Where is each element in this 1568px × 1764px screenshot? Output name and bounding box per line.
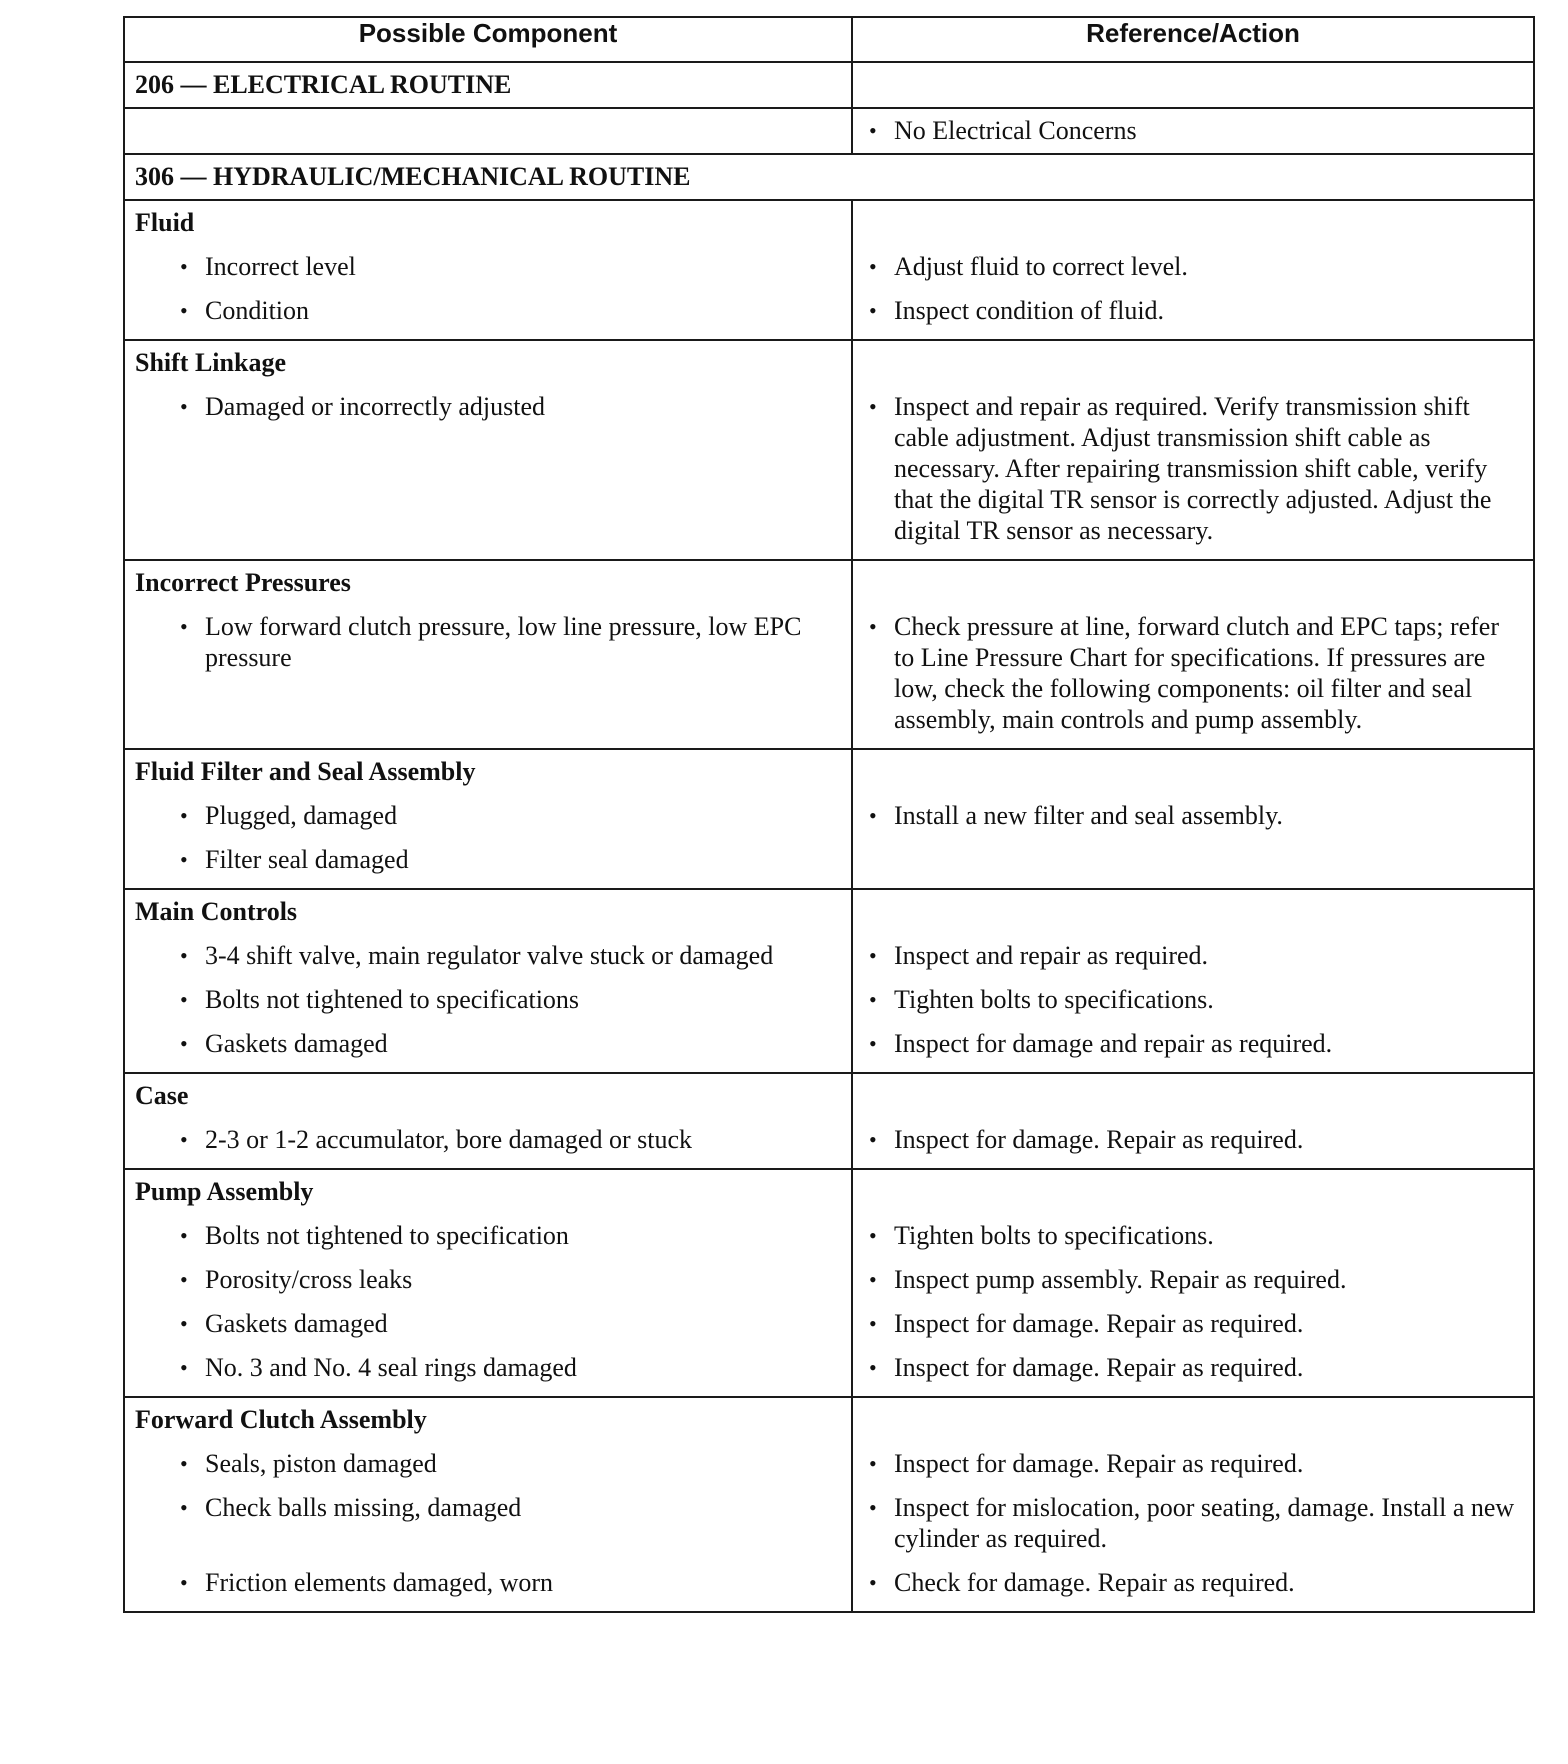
action-item — [853, 1214, 1533, 1258]
bullet: • — [180, 1267, 188, 1292]
action-text: Check pressure at line, forward clutch and EPC taps; refer to Line Pressure Chart for specifications. If pressures are low, check the following components: oil filter and seal assembly, main controls and pump assembly. — [894, 612, 1500, 734]
bullet: • — [869, 298, 877, 323]
cell-bottom-padding — [125, 1162, 851, 1168]
component-cell-pump-assembly — [124, 1169, 852, 1397]
action-cell-incorrect-pressures — [852, 560, 1534, 749]
action-item — [853, 245, 1533, 289]
action-cell-pump-assembly — [852, 1169, 1534, 1397]
cell-bottom-padding — [853, 1605, 1533, 1611]
component-item — [125, 1346, 851, 1390]
action-cell-forward-clutch-assembly — [852, 1397, 1534, 1612]
bullet: • — [180, 1223, 188, 1248]
action-item — [853, 1561, 1533, 1605]
component-text: Porosity/cross leaks — [205, 1265, 413, 1294]
diagnosis-table — [123, 16, 1535, 1613]
action-text: Inspect for damage. Repair as required. — [894, 1449, 1304, 1478]
bullet: • — [180, 298, 188, 323]
bullet: • — [869, 118, 877, 143]
component-text: Condition — [205, 296, 310, 325]
action-text: Inspect for damage. Repair as required. — [894, 1353, 1304, 1382]
electrical-section-cell — [124, 62, 852, 108]
group-title: Pump Assembly — [135, 1177, 314, 1206]
component-text: Gaskets damaged — [205, 1309, 388, 1338]
component-item — [125, 1561, 851, 1605]
bullet: • — [180, 943, 188, 968]
bullet: • — [180, 1495, 188, 1520]
action-text: Install a new filter and seal assembly. — [894, 801, 1283, 830]
group-row-pump-assembly — [124, 1169, 1534, 1397]
bullet: • — [180, 1031, 188, 1056]
component-item — [125, 1302, 851, 1346]
group-row-fluid-filter-and-seal-assembly — [124, 749, 1534, 889]
component-text: Gaskets damaged — [205, 1029, 388, 1058]
component-text: Seals, piston damaged — [205, 1449, 437, 1478]
bullet: • — [869, 803, 877, 828]
action-text: Adjust fluid to correct level. — [894, 252, 1188, 281]
action-item — [853, 1022, 1533, 1066]
group-title-spacer — [853, 1398, 1533, 1442]
component-item — [125, 1214, 851, 1258]
bullet: • — [869, 1355, 877, 1380]
cell-bottom-padding — [853, 1066, 1533, 1072]
component-cell-fluid-filter-and-seal-assembly — [124, 749, 852, 889]
electrical-section-title: 206 — ELECTRICAL ROUTINE — [135, 70, 512, 99]
component-cell-forward-clutch-assembly — [124, 1397, 852, 1612]
cell-bottom-padding — [853, 553, 1533, 559]
action-cell-case — [852, 1073, 1534, 1169]
component-text: Friction elements damaged, worn — [205, 1568, 554, 1597]
group-title-spacer — [853, 890, 1533, 934]
action-text: Inspect and repair as required. — [894, 941, 1209, 970]
hydraulic-section-cell — [124, 154, 1534, 200]
action-item — [853, 605, 1533, 742]
group-title-spacer — [853, 341, 1533, 385]
component-item — [125, 245, 851, 289]
action-text: Tighten bolts to specifications. — [894, 985, 1214, 1014]
component-item — [125, 289, 851, 333]
group-row-fluid — [124, 200, 1534, 340]
electrical-action-empty-cell — [124, 108, 852, 154]
action-item — [853, 1346, 1533, 1390]
component-text: Incorrect level — [205, 252, 356, 281]
component-text: Bolts not tightened to specification — [205, 1221, 569, 1250]
component-item — [125, 1486, 851, 1561]
cell-bottom-padding — [125, 742, 851, 748]
component-item — [125, 934, 851, 978]
component-item — [125, 385, 851, 553]
component-text: Low forward clutch pressure, low line pressure, low EPC pressure — [205, 612, 802, 672]
group-title-spacer — [853, 1170, 1533, 1214]
bullet: • — [180, 1570, 188, 1595]
component-cell-incorrect-pressures — [124, 560, 852, 749]
cell-bottom-padding — [125, 882, 851, 888]
hydraulic-section-row — [124, 154, 1534, 200]
cell-bottom-padding — [853, 742, 1533, 748]
group-row-main-controls — [124, 889, 1534, 1073]
bullet: • — [180, 254, 188, 279]
cell-bottom-padding — [125, 1605, 851, 1611]
group-title-spacer — [853, 201, 1533, 245]
component-item — [125, 1118, 851, 1162]
group-title: Case — [135, 1081, 189, 1110]
action-item — [853, 1442, 1533, 1486]
bullet: • — [869, 1223, 877, 1248]
group-title: Shift Linkage — [135, 348, 286, 377]
group-title: Forward Clutch Assembly — [135, 1405, 427, 1434]
component-item — [125, 605, 851, 742]
bullet: • — [180, 1451, 188, 1476]
electrical-action-text: No Electrical Concerns — [894, 116, 1137, 145]
bullet: • — [180, 803, 188, 828]
group-row-shift-linkage — [124, 340, 1534, 560]
group-title: Fluid — [135, 208, 195, 237]
bullet: • — [869, 1451, 877, 1476]
component-text: Filter seal damaged — [205, 845, 409, 874]
bullet: • — [869, 987, 877, 1012]
action-text: Inspect for mislocation, poor seating, damage. Install a new cylinder as required. — [894, 1493, 1515, 1553]
header-possible-component: Possible Component — [124, 17, 852, 62]
electrical-section-row — [124, 62, 1534, 108]
bullet: • — [180, 1311, 188, 1336]
action-cell-shift-linkage — [852, 340, 1534, 560]
action-text: Inspect pump assembly. Repair as required. — [894, 1265, 1347, 1294]
component-text: No. 3 and No. 4 seal rings damaged — [205, 1353, 577, 1382]
bullet: • — [869, 1311, 877, 1336]
action-item — [853, 1486, 1533, 1561]
bullet: • — [180, 1355, 188, 1380]
cell-bottom-padding — [853, 1162, 1533, 1168]
group-title-spacer — [853, 1074, 1533, 1118]
group-row-incorrect-pressures — [124, 560, 1534, 749]
action-cell-main-controls — [852, 889, 1534, 1073]
action-text: Inspect and repair as required. Verify transmission shift cable adjustment. Adjust transmission shift cable as necessary. After repairing transmission shift cable, verify that the digital TR sensor is correctly adjusted. Adjust the digital TR sensor as necessary. — [894, 392, 1492, 545]
bullet: • — [180, 394, 188, 419]
component-item — [125, 1022, 851, 1066]
action-cell-fluid — [852, 200, 1534, 340]
bullet: • — [869, 614, 877, 639]
action-item — [853, 838, 1533, 882]
cell-bottom-padding — [853, 333, 1533, 339]
action-item — [853, 794, 1533, 838]
group-row-case — [124, 1073, 1534, 1169]
cell-bottom-padding — [125, 1066, 851, 1072]
electrical-section-empty-cell — [852, 62, 1534, 108]
component-item — [125, 978, 851, 1022]
action-text: Inspect for damage. Repair as required. — [894, 1309, 1304, 1338]
action-item — [853, 1302, 1533, 1346]
component-item — [125, 838, 851, 882]
group-title-spacer — [853, 561, 1533, 605]
action-text: Inspect for damage and repair as required. — [894, 1029, 1333, 1058]
header-row — [124, 17, 1534, 62]
action-text: Inspect for damage. Repair as required. — [894, 1125, 1304, 1154]
bullet: • — [869, 1570, 877, 1595]
bullet: • — [869, 943, 877, 968]
cell-bottom-padding — [125, 1390, 851, 1396]
bullet: • — [180, 847, 188, 872]
action-item — [853, 978, 1533, 1022]
cell-bottom-padding — [853, 882, 1533, 888]
action-item — [853, 1118, 1533, 1162]
component-text: Bolts not tightened to specifications — [205, 985, 580, 1014]
bullet: • — [869, 1031, 877, 1056]
component-text: Damaged or incorrectly adjusted — [205, 392, 546, 421]
action-text: Check for damage. Repair as required. — [894, 1568, 1295, 1597]
action-item — [853, 289, 1533, 333]
group-title: Fluid Filter and Seal Assembly — [135, 757, 476, 786]
component-text: Plugged, damaged — [205, 801, 398, 830]
cell-bottom-padding — [125, 553, 851, 559]
action-text: Inspect condition of fluid. — [894, 296, 1165, 325]
bullet: • — [869, 1267, 877, 1292]
bullet: • — [869, 254, 877, 279]
component-item — [125, 1442, 851, 1486]
group-row-forward-clutch-assembly — [124, 1397, 1534, 1612]
electrical-action-item — [853, 109, 1533, 153]
bullet: • — [869, 394, 877, 419]
bullet: • — [869, 1127, 877, 1152]
component-item — [125, 794, 851, 838]
component-text: 2-3 or 1-2 accumulator, bore damaged or stuck — [205, 1125, 693, 1154]
table-body — [124, 62, 1534, 1612]
action-item — [853, 1258, 1533, 1302]
component-cell-case — [124, 1073, 852, 1169]
component-text: Check balls missing, damaged — [205, 1493, 522, 1522]
bullet: • — [180, 987, 188, 1012]
component-item — [125, 1258, 851, 1302]
action-text: Tighten bolts to specifications. — [894, 1221, 1214, 1250]
bullet: • — [180, 614, 188, 639]
action-item — [853, 385, 1533, 553]
action-item — [853, 934, 1533, 978]
cell-bottom-padding — [853, 1390, 1533, 1396]
bullet: • — [869, 1495, 877, 1520]
cell-bottom-padding — [125, 333, 851, 339]
component-cell-fluid — [124, 200, 852, 340]
action-cell-fluid-filter-and-seal-assembly — [852, 749, 1534, 889]
bullet: • — [180, 1127, 188, 1152]
component-text: 3-4 shift valve, main regulator valve stuck or damaged — [205, 941, 774, 970]
group-title-spacer — [853, 750, 1533, 794]
group-title: Incorrect Pressures — [135, 568, 351, 597]
header-reference-action: Reference/Action — [852, 17, 1534, 62]
electrical-action-row — [124, 108, 1534, 154]
component-cell-main-controls — [124, 889, 852, 1073]
hydraulic-section-title: 306 — HYDRAULIC/MECHANICAL ROUTINE — [135, 162, 691, 191]
electrical-action-cell — [852, 108, 1534, 154]
component-cell-shift-linkage — [124, 340, 852, 560]
group-title: Main Controls — [135, 897, 298, 926]
